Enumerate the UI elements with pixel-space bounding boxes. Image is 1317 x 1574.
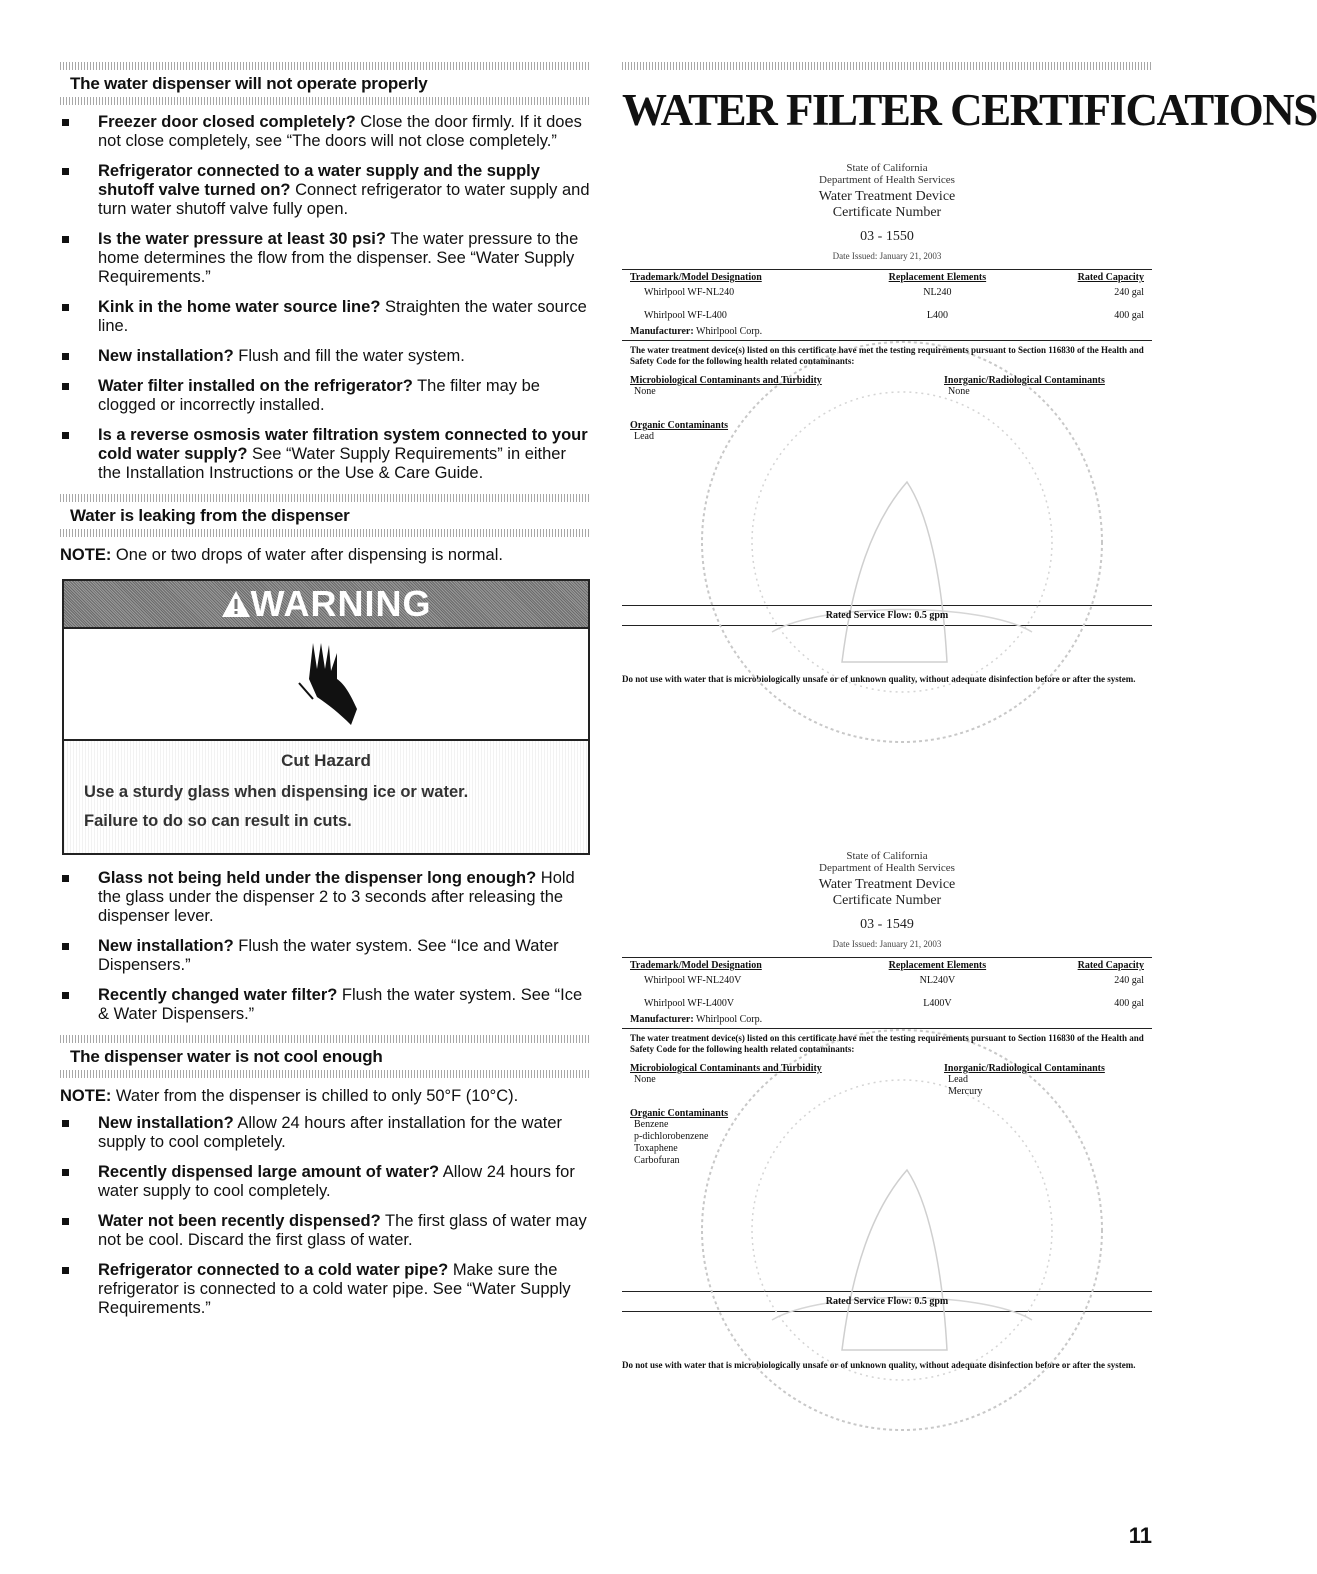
checklist [60, 869, 590, 1024]
date-issued: Date Issued: January 21, 2003 [832, 939, 942, 949]
divider [60, 494, 590, 502]
list-item: Recently changed water filter? Flush the water system. See “Ice & Water Dispensers.” [60, 986, 590, 1024]
certificate-number: 03 - 1550 [860, 229, 914, 244]
list-item: New installation? Allow 24 hours after installation for the water supply to cool completely. [60, 1114, 590, 1152]
model-table: Trademark/Model Designation Replacement Elements Rated Capacity Whirlpool WF-NL240V NL240V 240 gal Whirlpool WF-L400V L400V 400 gal [630, 960, 1144, 1009]
divider [622, 62, 1152, 70]
list-item: Is a reverse osmosis water filtration system connected to your cold water supply? See “Water Supply Requirements” in either the Installation Instructions or the Use & Care Guide. [60, 426, 590, 483]
warning-box [62, 579, 590, 855]
page-number: 11 [1128, 1523, 1152, 1548]
warning-title: WARNING [250, 583, 432, 624]
checklist [60, 1114, 590, 1318]
divider [60, 529, 590, 537]
warning-line: Use a sturdy glass when dispensing ice or water. [84, 783, 469, 801]
section-water-not-cool [60, 1035, 590, 1318]
list-item: Glass not being held under the dispenser long enough? Hold the glass under the dispenser 2 to 3 seconds after releasing the dispenser lever. [60, 869, 590, 926]
divider [60, 1070, 590, 1078]
divider [60, 97, 590, 105]
list-item: Refrigerator connected to a water supply and the supply shutoff valve turned on? Connect refrigerator to water supply and turn water shutoff valve fully open. [60, 162, 590, 219]
certificate-2: State of California Department of Health Services Water Treatment Device Certificate Number 03 - 1549 Date Issued: January 21, 2003 Trademark/Model Designation Replacement Elements Rated Capacity Whirlpool WF-NL240V NL240V 240 gal Whirlpool WF-L400V L400V 400 gal Manufacturer: Whirlpool Corp. The water treatment device(s) listed on this certificate have met the testing requirements pursuant to Section 116830 of the Health and Safety Code for the following health related contaminants: Microbiological Contaminants and Turbidity None Organic Contaminants Benzene p-dichlorobenzene Toxaphene Carbofuran Inorganic/Radiological Contaminants Lead Mercury Rated Service Flow: 0.5 gpm Do not use with water that is microbiologically unsafe or of unknown quality, without adequate disinfection before or after the system. [622, 850, 1152, 1371]
certification-statement: The water treatment device(s) listed on this certificate have met the testing requirements pursuant to Section 116830 of the Health and Safety Code for the following health related contaminants: [630, 345, 1144, 366]
warning-header [64, 581, 588, 629]
disclaimer: Do not use with water that is microbiologically unsafe or of unknown quality, without adequate disinfection before or after the system. [622, 1360, 1136, 1370]
section-dispenser-not-operating [60, 62, 590, 483]
section-heading: The water dispenser will not operate properly [70, 74, 428, 93]
page-title: WATER FILTER CERTIFICATIONS [622, 85, 1317, 135]
rated-service-flow: Rated Service Flow: 0.5 gpm [825, 1296, 949, 1307]
list-item: Freezer door closed completely? Close the door firmly. If it does not close completely, see “The doors will not close completely.” [60, 113, 590, 151]
hazard-title: Cut Hazard [281, 751, 371, 770]
list-item: Recently dispensed large amount of water? Allow 24 hours for water supply to cool completely. [60, 1163, 590, 1201]
certificate-1: State of California Department of Health Services Water Treatment Device Certificate Number 03 - 1550 Date Issued: January 21, 2003 Trademark/Model Designation Replacement Elements Rated Capacity Whirlpool WF-NL240 NL240 240 gal Whirlpool WF-L400 L400 400 gal Manufacturer: Whirlpool Corp. The water treatment device(s) listed on this certificate have met the testing requirements pursuant to Section 116830 of the Health and Safety Code for the following health related contaminants: Microbiological Contaminants and Turbidity None Organic Contaminants Lead Inorganic/Radiological Contaminants None Rated Service Flow: 0.5 gpm Do not use with water that is microbiologically unsafe or of unknown quality, without adequate disinfection before or after the system. [622, 162, 1152, 814]
disclaimer: Do not use with water that is microbiologically unsafe or of unknown quality, without adequate disinfection before or after the system. [622, 674, 1136, 684]
list-item: Water filter installed on the refrigerator? The filter may be clogged or incorrectly installed. [60, 377, 590, 415]
certification-statement: The water treatment device(s) listed on this certificate have met the testing requirements pursuant to Section 116830 of the Health and Safety Code for the following health related contaminants: [630, 1033, 1144, 1054]
list-item: New installation? Flush and fill the water system. [60, 347, 590, 366]
warning-line: Failure to do so can result in cuts. [84, 812, 352, 830]
warning-triangle-icon [221, 590, 251, 618]
section-heading: The dispenser water is not cool enough [70, 1047, 383, 1066]
date-issued: Date Issued: January 21, 2003 [832, 251, 942, 261]
divider [60, 62, 590, 70]
list-item: New installation? Flush the water system. See “Ice and Water Dispensers.” [60, 937, 590, 975]
checklist [60, 113, 590, 483]
certificate-number: 03 - 1549 [860, 917, 914, 932]
note: NOTE: Water from the dispenser is chilled to only 50°F (10°C). [60, 1087, 519, 1105]
rated-service-flow: Rated Service Flow: 0.5 gpm [825, 610, 949, 621]
section-heading: Water is leaking from the dispenser [70, 506, 350, 525]
list-item: Water not been recently dispensed? The first glass of water may not be cool. Discard the first glass of water. [60, 1212, 590, 1250]
section-dispenser-leaking [60, 494, 590, 1024]
note: NOTE: One or two drops of water after dispensing is normal. [60, 546, 503, 564]
list-item: Is the water pressure at least 30 psi? The water pressure to the home determines the flow from the dispenser. See “Water Supply Requirements.” [60, 230, 590, 287]
cut-hand-icon [291, 639, 361, 729]
divider [60, 1035, 590, 1043]
certifications-column [622, 62, 1317, 1371]
list-item: Kink in the home water source line? Straighten the water source line. [60, 298, 590, 336]
list-item: Refrigerator connected to a cold water pipe? Make sure the refrigerator is connected to a cold water pipe. See “Water Supply Requirements.” [60, 1261, 590, 1318]
model-table: Trademark/Model Designation Replacement Elements Rated Capacity Whirlpool WF-NL240 NL240 240 gal Whirlpool WF-L400 L400 400 gal [630, 272, 1144, 321]
troubleshooting-column [60, 62, 590, 1329]
